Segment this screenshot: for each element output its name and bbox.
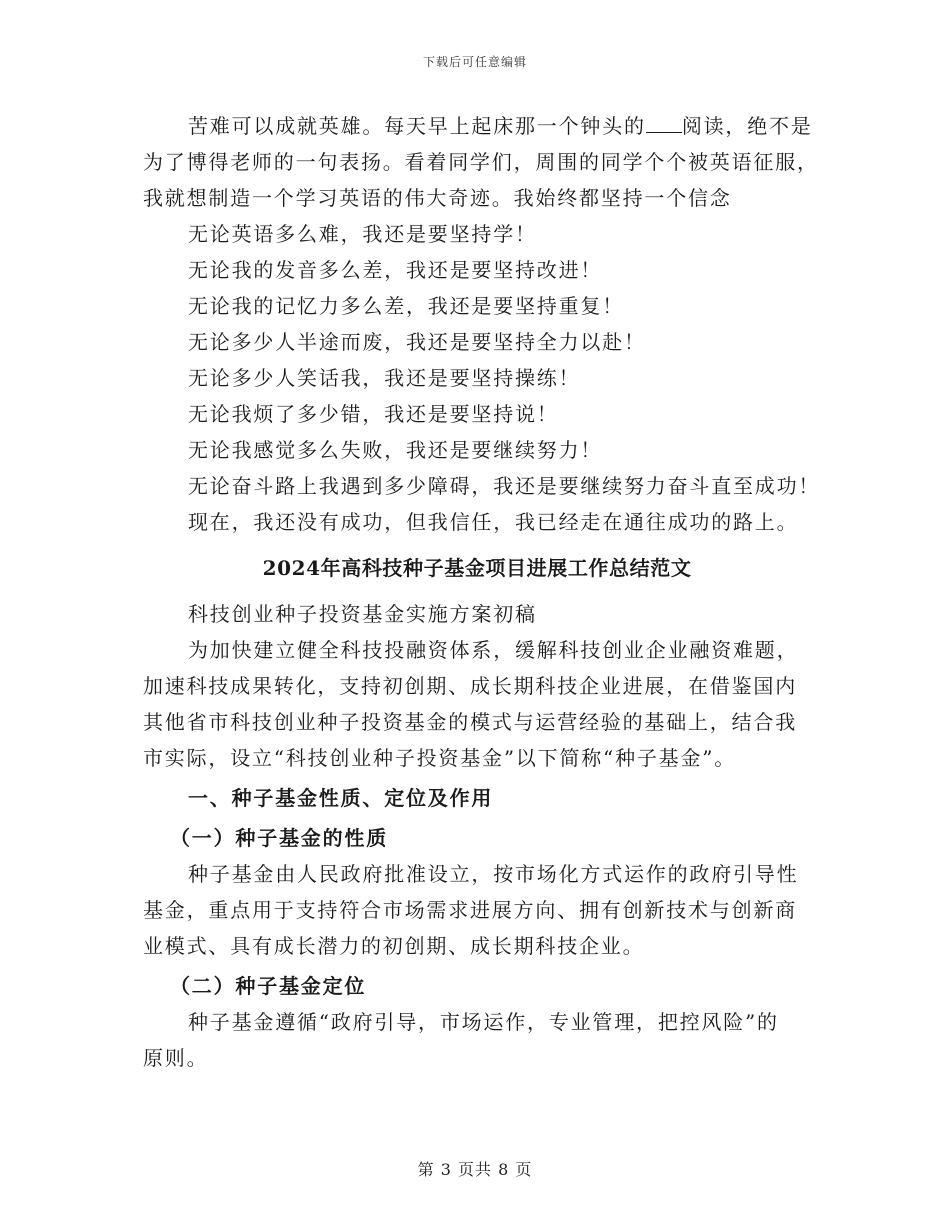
article-title: 2024年高科技种子基金项目进展工作总结范文 (262, 556, 692, 580)
document-body (143, 108, 821, 1076)
belief-line: 无论多少人半途而废，我还是要坚持全力以赴！ (188, 330, 646, 354)
subsection-heading-1: （一）种子基金的性质 (170, 826, 388, 850)
belief-line: 无论我的记忆力多么差，我还是要坚持重复！ (188, 294, 624, 318)
article-subtitle: 科技创业种子投资基金实施方案初稿 (188, 602, 537, 626)
belief-line: 无论奋斗路上我遇到多少障碍，我还是要继续努力奋斗直至成功！ (188, 474, 821, 498)
intro-paragraph-line-2: 为了博得老师的一句表扬。看着同学们，周围的同学个个被英语征服， (143, 150, 819, 174)
belief-line: 无论我烦了多少错，我还是要坚持说！ (188, 402, 559, 426)
belief-line: 无论我的发音多么差，我还是要坚持改进！ (188, 258, 603, 282)
page-header: 下载后可任意编辑 (422, 55, 527, 69)
closing-line: 现在，我还没有成功，但我信任，我已经走在通往成功的路上。 (188, 510, 799, 534)
para1-line: 为加快建立健全科技投融资体系，缓解科技创业企业融资难题， (188, 638, 799, 662)
belief-line: 无论我感觉多么失败，我还是要继续努力！ (188, 438, 603, 462)
para2-line: 业模式、具有成长潜力的初创期、成长期科技企业。 (143, 934, 645, 958)
subsection-heading-2: （二）种子基金定位 (170, 974, 367, 998)
intro-paragraph-line-3: 我就想制造一个学习英语的伟大奇迹。我始终都坚持一个信念 (143, 186, 732, 210)
para2-line: 种子基金由人民政府批准设立，按市场化方式运作的政府引导性 (188, 862, 799, 886)
belief-line: 无论多少人笑话我，我还是要坚持操练！ (188, 366, 581, 390)
fill-in-blank (646, 114, 682, 133)
para1-line: 加速科技成果转化，支持初创期、成长期科技企业进展，在借鉴国内 (143, 674, 797, 698)
page-footer: 第 3 页共 8 页 (417, 1160, 533, 1179)
intro-paragraph-line-1 (143, 108, 811, 144)
intro-text-before-blank: 苦难可以成就英雄。每天早上起床那一个钟头的 (188, 114, 646, 138)
para1-line: 其他省市科技创业种子投资基金的模式与运营经验的基础上，结合我 (143, 710, 797, 734)
intro-text-after-blank: 阅读，绝不是 (681, 114, 813, 138)
para3-line: 种子基金遵循“政府引导，市场运作，专业管理，把控风险”的 (188, 1010, 779, 1034)
para3-line: 原则。 (143, 1046, 209, 1070)
section-heading-1: 一、种子基金性质、定位及作用 (188, 786, 494, 810)
belief-line: 无论英语多么难，我还是要坚持学！ (188, 222, 537, 246)
para1-line: 市实际，设立“科技创业种子投资基金”以下简称“种子基金”。 (143, 746, 737, 770)
para2-line: 基金，重点用于支持符合市场需求进展方向、拥有创新技术与创新商 (143, 898, 797, 922)
